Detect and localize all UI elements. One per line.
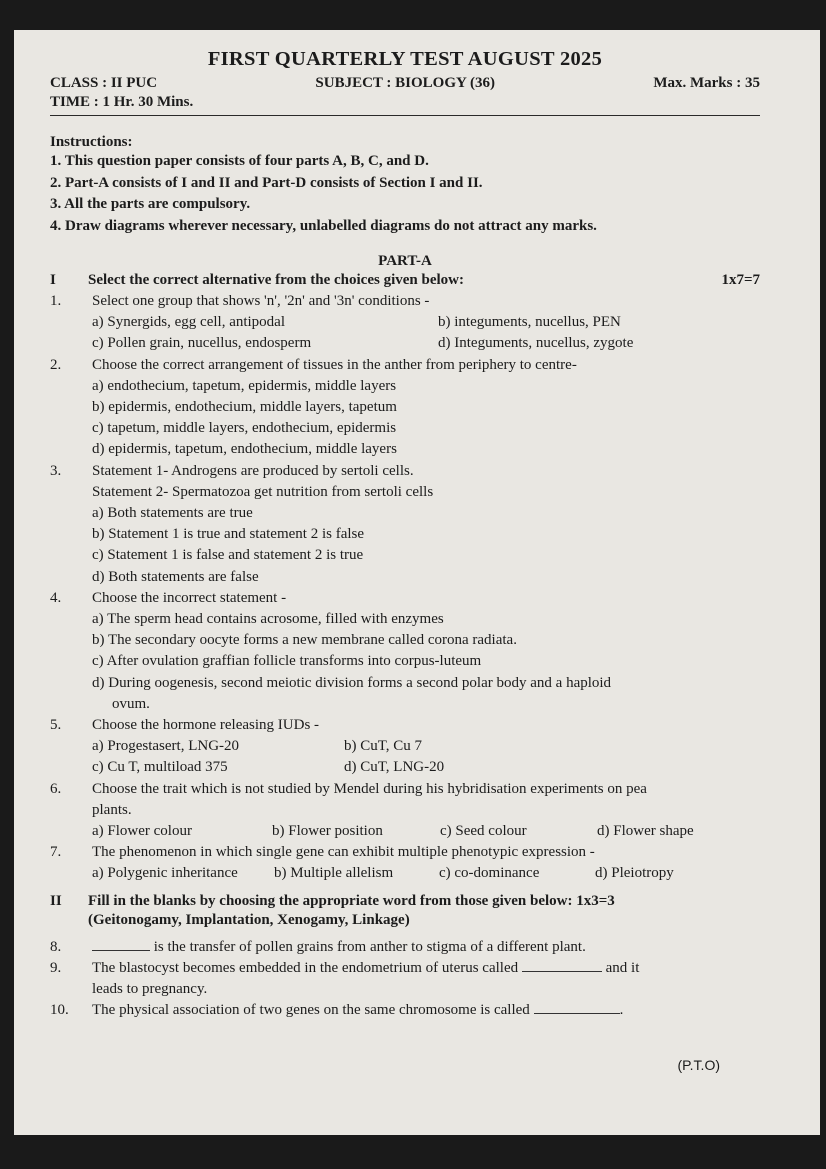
question-text-end: . bbox=[619, 1002, 624, 1019]
class-label: CLASS : II PUC bbox=[50, 75, 158, 91]
question-2 bbox=[50, 355, 760, 461]
option-b: b) Flower position bbox=[272, 823, 383, 840]
question-text-end: and it bbox=[601, 959, 640, 976]
option-b: b) CuT, Cu 7 bbox=[344, 738, 423, 755]
question-text: Select one group that shows 'n', '2n' and '3n' conditions - bbox=[92, 293, 430, 309]
option-b: b) Multiple allelism bbox=[274, 865, 394, 882]
option-d: d) epidermis, tapetum, endothecium, middle layers bbox=[92, 441, 397, 458]
question-number: 8. bbox=[50, 938, 62, 955]
instruction-item: 3. All the parts are compulsory. bbox=[50, 196, 251, 212]
section-2-heading bbox=[50, 891, 760, 912]
section-text: Select the correct alternative from the choices given below: bbox=[88, 272, 464, 288]
instruction-item: 4. Draw diagrams wherever necessary, unlabelled diagrams do not attract any marks. bbox=[50, 217, 597, 234]
question-text: The blastocyst becomes embedded in the endometrium of uterus called bbox=[92, 959, 522, 976]
part-a-title: PART-A bbox=[378, 253, 432, 269]
question-9 bbox=[50, 958, 760, 1000]
question-8 bbox=[50, 937, 760, 958]
question-7 bbox=[50, 842, 760, 884]
question-1 bbox=[50, 291, 760, 355]
question-number: 9. bbox=[50, 959, 62, 976]
option-a: a) Progestasert, LNG-20 bbox=[92, 738, 240, 755]
question-text: Choose the correct arrangement of tissues in the anther from periphery to centre- bbox=[92, 356, 577, 373]
question-number: 7. bbox=[50, 844, 62, 861]
question-text: Choose the incorrect statement - bbox=[92, 589, 287, 606]
option-d: d) CuT, LNG-20 bbox=[344, 759, 445, 776]
option-b: b) Statement 1 is true and statement 2 is false bbox=[92, 526, 365, 543]
section-text: Fill in the blanks by choosing the appropriate word from those given below: 1x3=3 bbox=[88, 892, 615, 909]
header-divider bbox=[50, 115, 760, 116]
question-number: 2. bbox=[50, 356, 62, 373]
question-text: is the transfer of pollen grains from anther to stigma of a different plant. bbox=[150, 938, 586, 955]
question-10 bbox=[50, 1000, 760, 1021]
option-a: a) Synergids, egg cell, antipodal bbox=[92, 314, 286, 331]
answer-blank[interactable] bbox=[92, 938, 150, 951]
answer-blank[interactable] bbox=[522, 959, 602, 972]
question-number: 6. bbox=[50, 780, 62, 797]
question-text-continued: leads to pregnancy. bbox=[92, 981, 208, 998]
option-d: d) During oogenesis, second meiotic division forms a second polar body and a haploid bbox=[92, 674, 612, 691]
question-number: 5. bbox=[50, 717, 62, 734]
max-marks-label: Max. Marks : 35 bbox=[653, 75, 760, 91]
question-number: 3. bbox=[50, 462, 62, 479]
statement-1: Statement 1- Androgens are produced by sertoli cells. bbox=[92, 462, 414, 479]
option-d: d) Integuments, nucellus, zygote bbox=[438, 335, 634, 352]
section-1-heading bbox=[50, 270, 760, 291]
option-c: c) Cu T, multiload 375 bbox=[92, 759, 228, 776]
option-a: a) Polygenic inheritance bbox=[92, 865, 238, 882]
question-text: The phenomenon in which single gene can exhibit multiple phenotypic expression - bbox=[92, 844, 595, 861]
pto-label: (P.T.O) bbox=[677, 1057, 720, 1073]
option-b: b) epidermis, endothecium, middle layers, tapetum bbox=[92, 399, 397, 416]
option-c: c) After ovulation graffian follicle transforms into corpus-luteum bbox=[92, 653, 482, 670]
instructions-heading: Instructions: bbox=[50, 134, 133, 150]
instruction-item: 2. Part-A consists of I and II and Part-D consists of Section I and II. bbox=[50, 174, 483, 191]
question-6 bbox=[50, 779, 760, 843]
word-bank: (Geitonogamy, Implantation, Xenogamy, Linkage) bbox=[88, 911, 410, 928]
option-a: a) endothecium, tapetum, epidermis, middle layers bbox=[92, 377, 397, 394]
option-a: a) The sperm head contains acrosome, filled with enzymes bbox=[92, 611, 444, 628]
option-d: d) Flower shape bbox=[597, 823, 694, 840]
question-text-continued: plants. bbox=[92, 801, 132, 818]
option-a: a) Flower colour bbox=[92, 823, 192, 840]
question-5 bbox=[50, 715, 760, 779]
option-d-continued: ovum. bbox=[112, 695, 150, 712]
statement-2: Statement 2- Spermatozoa get nutrition from sertoli cells bbox=[92, 483, 434, 500]
question-paper bbox=[14, 30, 820, 1135]
question-text: Choose the hormone releasing IUDs - bbox=[92, 717, 320, 734]
question-number: 1. bbox=[50, 293, 62, 309]
question-number: 4. bbox=[50, 589, 62, 606]
subject-label: SUBJECT : BIOLOGY (36) bbox=[315, 75, 496, 91]
section-roman: I bbox=[50, 272, 56, 288]
option-d: d) Both statements are false bbox=[92, 568, 259, 585]
option-b: b) integuments, nucellus, PEN bbox=[438, 314, 621, 331]
option-c: c) Pollen grain, nucellus, endosperm bbox=[92, 335, 312, 352]
option-b: b) The secondary oocyte forms a new membrane called corona radiata. bbox=[92, 632, 517, 649]
question-text: Choose the trait which is not studied by Mendel during his hybridisation experiments on pea bbox=[92, 780, 647, 797]
instruction-item: 1. This question paper consists of four parts A, B, C, and D. bbox=[50, 153, 429, 169]
option-c: c) tapetum, middle layers, endothecium, epidermis bbox=[92, 420, 397, 437]
instructions-list bbox=[50, 151, 760, 237]
question-text: The physical association of two genes on the same chromosome is called bbox=[92, 1002, 534, 1019]
option-c: c) Seed colour bbox=[440, 823, 527, 840]
answer-blank[interactable] bbox=[534, 1001, 620, 1014]
option-a: a) Both statements are true bbox=[92, 505, 253, 522]
option-d: d) Pleiotropy bbox=[595, 865, 674, 882]
section-marks: 1x7=7 bbox=[721, 272, 760, 288]
question-4 bbox=[50, 588, 760, 715]
time-label: TIME : 1 Hr. 30 Mins. bbox=[50, 94, 194, 110]
option-c: c) co-dominance bbox=[439, 865, 540, 882]
paper-title: FIRST QUARTERLY TEST AUGUST 2025 bbox=[207, 48, 603, 70]
section-roman: II bbox=[50, 892, 62, 909]
option-c: c) Statement 1 is false and statement 2 is true bbox=[92, 547, 364, 564]
question-3 bbox=[50, 461, 760, 588]
question-number: 10. bbox=[50, 1002, 69, 1019]
header-row bbox=[50, 75, 760, 92]
